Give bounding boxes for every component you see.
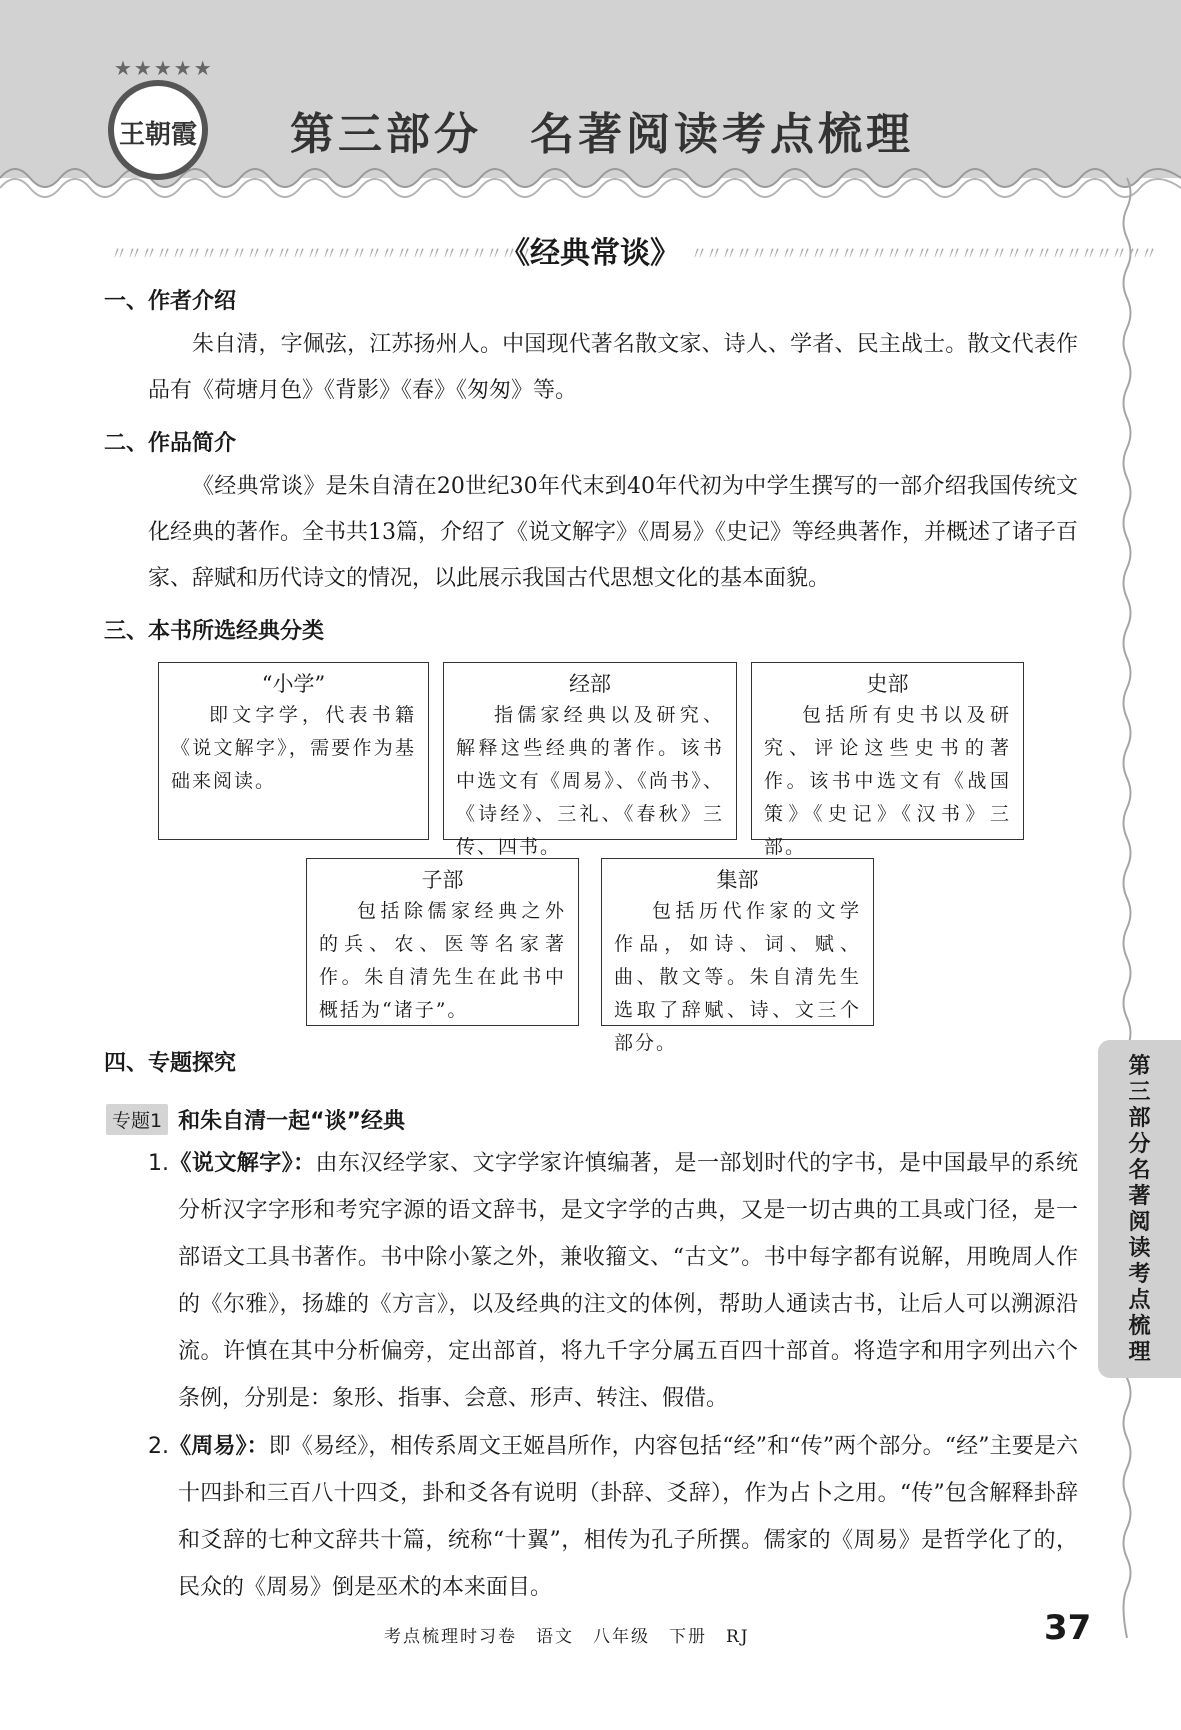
item-term: 《说文解字》： [169,1151,316,1176]
category-box-jibu [601,858,874,1054]
footer-text: 考点梳理时习卷 语文 八年级 下册 RJ [384,1627,750,1647]
category-body: 即文字学，代表书籍《说文解字》，需要作为基础来阅读。 [171,704,416,792]
section-heading-intro: 二、作品简介 [104,431,237,456]
category-title: 经部 [569,672,611,696]
intro-paragraph: 《经典常谈》是朱自清在20世纪30年代末到40年代初为中学生撰写的一部介绍我国传统文化经典的著作。全书共13篇，介绍了《说文解字》《周易》《史记》等经典著作，并概述了诸子百家、辞赋和历代诗文的情况，以此展示我国古代思想文化的基本面貌。 [148,474,1078,591]
topic-header [106,1104,405,1135]
side-tab [1098,1040,1181,1378]
logo [108,56,214,180]
category-title: “小学” [261,672,326,696]
page-number: 37 [1044,1608,1092,1648]
author-paragraph: 朱自清，字佩弦，江苏扬州人。中国现代著名散文家、诗人、学者、民主战士。散文代表作品有《荷塘月色》《背影》《春》《匆匆》等。 [148,332,1078,403]
category-box-xiaoxue [158,662,429,840]
topic-tag: 专题1 [106,1104,168,1135]
category-title: 史部 [866,672,909,696]
item-text: 即《易经》，相传系周文王姬昌所作，内容包括“经”和“传”两个部分。“经”主要是六十四卦和三百八十四爻，卦和爻各有说明（卦辞、爻辞），作为占卜之用。“传”包含解释卦辞和爻辞的七种文辞共十篇，统称“十翼”，相传为孔子所撰。儒家的《周易》是哲学化了的，民众的《周易》倒是巫术的本来面目。 [178,1434,1078,1600]
topic-item-zhouyi [148,1423,1078,1611]
logo-stars-icon: ★★★★★ [114,56,214,80]
category-title: 集部 [716,868,759,892]
category-body: 包括所有史书以及研究、评论这些史书的著作。该书中选文有《战国策》《史记》《汉书》三部。 [764,704,1011,858]
category-body: 指儒家经典以及研究、解释这些经典的著作。该书中选文有《周易》、《尚书》、《诗经》、三礼、《春秋》三传、四书。 [456,704,724,858]
logo-text: 王朝霞 [118,120,197,150]
category-title: 子部 [421,868,464,892]
side-tab-label: 第三部分 名著阅读考点梳理 [1128,1054,1173,1365]
decorative-rule: 〃〃〃〃〃〃〃〃〃〃〃〃〃〃〃〃〃〃〃〃〃〃〃〃〃〃〃〃〃〃〃 [690,244,1155,265]
topic-title: 和朱自清一起“谈”经典 [178,1109,406,1134]
section-heading-topics: 四、专题探究 [104,1051,237,1076]
topic-item-shuowen [148,1140,1078,1422]
item-term: 《周易》： [169,1434,269,1459]
decorative-rule: 〃〃〃〃〃〃〃〃〃〃〃〃〃〃〃〃〃〃〃〃〃〃〃〃〃〃〃〃〃〃〃 [110,244,575,265]
right-wave-border [1118,178,1136,1638]
category-box-zibu [306,858,579,1026]
item-number: 1. [148,1151,169,1176]
category-box-jingbu [443,662,737,858]
item-number: 2. [148,1434,169,1459]
book-title: 《经典常谈》 [500,236,680,271]
page-title: 第三部分 名著阅读考点梳理 [290,109,914,160]
section-heading-author: 一、作者介绍 [104,289,237,314]
book-heading [110,228,1155,278]
section-heading-classification: 三、本书所选经典分类 [104,619,325,644]
category-body: 包括除儒家经典之外的兵、农、医等名家著作。朱自清先生在此书中概括为“诸子”。 [319,900,566,1021]
category-body: 包括历代作家的文学作品，如诗、词、赋、曲、散文等。朱自清先生选取了辞赋、诗、文三个部分。 [614,900,861,1054]
category-box-shibu [751,662,1024,858]
item-text: 由东汉经学家、文字学家许慎编著，是一部划时代的字书，是中国最早的系统分析汉字字形和考究字源的语文辞书，是文字学的古典，又是一切古典的工具或门径，是一部语文工具书著作。书中除小篆之外，兼收籀文、“古文”。书中每字都有说解，用晚周人作的《尔雅》，扬雄的《方言》，以及经典的注文的体例，帮助人通读古书，让后人可以溯源沿流。许慎在其中分析偏旁，定出部首，将九千字分属五百四十部首。将造字和用字列出六个条例，分别是：象形、指事、会意、形声、转注、假借。 [178,1151,1078,1411]
